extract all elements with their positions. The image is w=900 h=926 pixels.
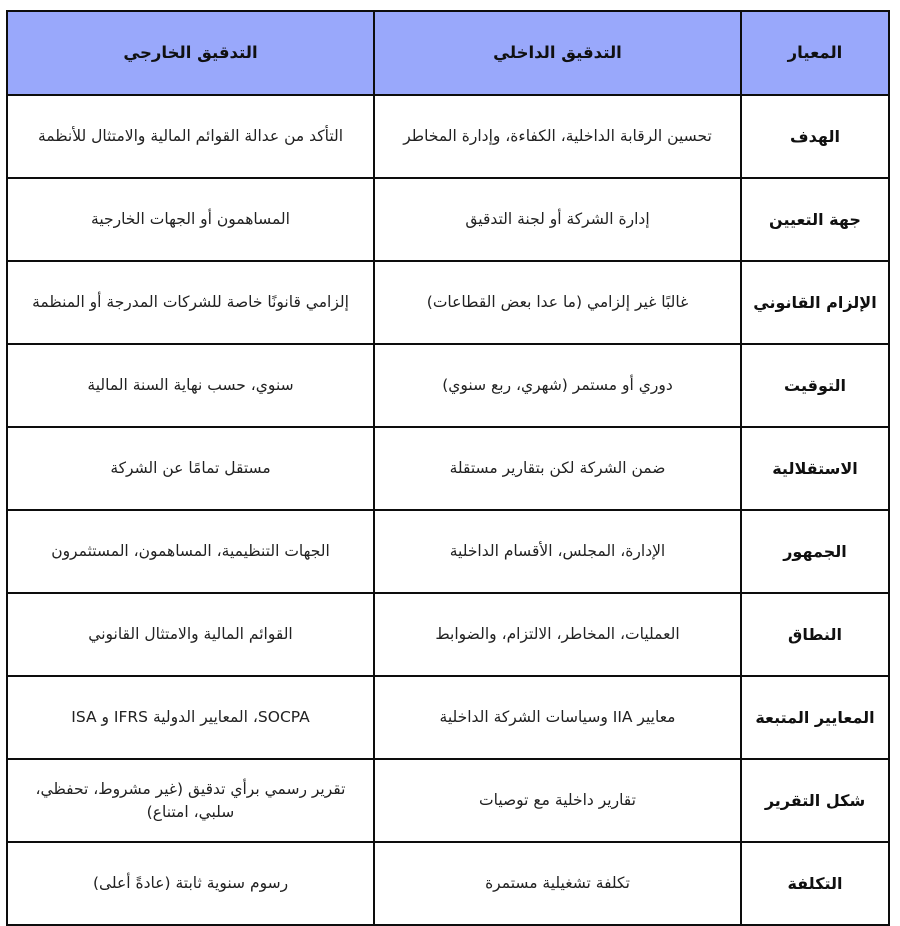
cell-criterion: الهدف [741, 95, 889, 178]
cell-external-audit: الجهات التنظيمية، المساهمون، المستثمرون [7, 510, 374, 593]
table-row [7, 842, 889, 925]
table-row [7, 593, 889, 676]
cell-external-audit: إلزامي قانونًا خاصة للشركات المدرجة أو المنظمة [7, 261, 374, 344]
cell-internal-audit: ضمن الشركة لكن بتقارير مستقلة [374, 427, 741, 510]
cell-internal-audit: تكلفة تشغيلية مستمرة [374, 842, 741, 925]
table-row [7, 676, 889, 759]
column-header-criterion: المعيار [741, 11, 889, 95]
cell-criterion: الإلزام القانوني [741, 261, 889, 344]
cell-external-audit: القوائم المالية والامتثال القانوني [7, 593, 374, 676]
cell-external-audit: رسوم سنوية ثابتة (عادةً أعلى) [7, 842, 374, 925]
cell-criterion: الجمهور [741, 510, 889, 593]
cell-criterion: التكلفة [741, 842, 889, 925]
table-row [7, 178, 889, 261]
column-header-external-audit: التدقيق الخارجي [7, 11, 374, 95]
cell-external-audit: SOCPA، المعايير الدولية IFRS و ISA [7, 676, 374, 759]
table-row [7, 95, 889, 178]
column-header-internal-audit: التدقيق الداخلي [374, 11, 741, 95]
table-row [7, 510, 889, 593]
audit-comparison-table [6, 10, 890, 926]
comparison-table-container [8, 10, 890, 893]
cell-criterion: المعايير المتبعة [741, 676, 889, 759]
cell-criterion: النطاق [741, 593, 889, 676]
cell-criterion: الاستقلالية [741, 427, 889, 510]
table-row [7, 344, 889, 427]
table-row [7, 759, 889, 842]
cell-external-audit: مستقل تمامًا عن الشركة [7, 427, 374, 510]
cell-internal-audit: تقارير داخلية مع توصيات [374, 759, 741, 842]
cell-internal-audit: إدارة الشركة أو لجنة التدقيق [374, 178, 741, 261]
cell-external-audit: تقرير رسمي برأي تدقيق (غير مشروط، تحفظي، سلبي، امتناع) [7, 759, 374, 842]
cell-internal-audit: العمليات، المخاطر، الالتزام، والضوابط [374, 593, 741, 676]
table-header [7, 11, 889, 95]
table-body [7, 95, 889, 925]
cell-internal-audit: الإدارة، المجلس، الأقسام الداخلية [374, 510, 741, 593]
header-row [7, 11, 889, 95]
cell-internal-audit: تحسين الرقابة الداخلية، الكفاءة، وإدارة المخاطر [374, 95, 741, 178]
cell-criterion: التوقيت [741, 344, 889, 427]
cell-internal-audit: غالبًا غير إلزامي (ما عدا بعض القطاعات) [374, 261, 741, 344]
cell-external-audit: المساهمون أو الجهات الخارجية [7, 178, 374, 261]
cell-external-audit: التأكد من عدالة القوائم المالية والامتثال للأنظمة [7, 95, 374, 178]
cell-internal-audit: معايير IIA وسياسات الشركة الداخلية [374, 676, 741, 759]
cell-internal-audit: دوري أو مستمر (شهري، ربع سنوي) [374, 344, 741, 427]
cell-criterion: شكل التقرير [741, 759, 889, 842]
cell-criterion: جهة التعيين [741, 178, 889, 261]
table-row [7, 427, 889, 510]
cell-external-audit: سنوي، حسب نهاية السنة المالية [7, 344, 374, 427]
table-row [7, 261, 889, 344]
